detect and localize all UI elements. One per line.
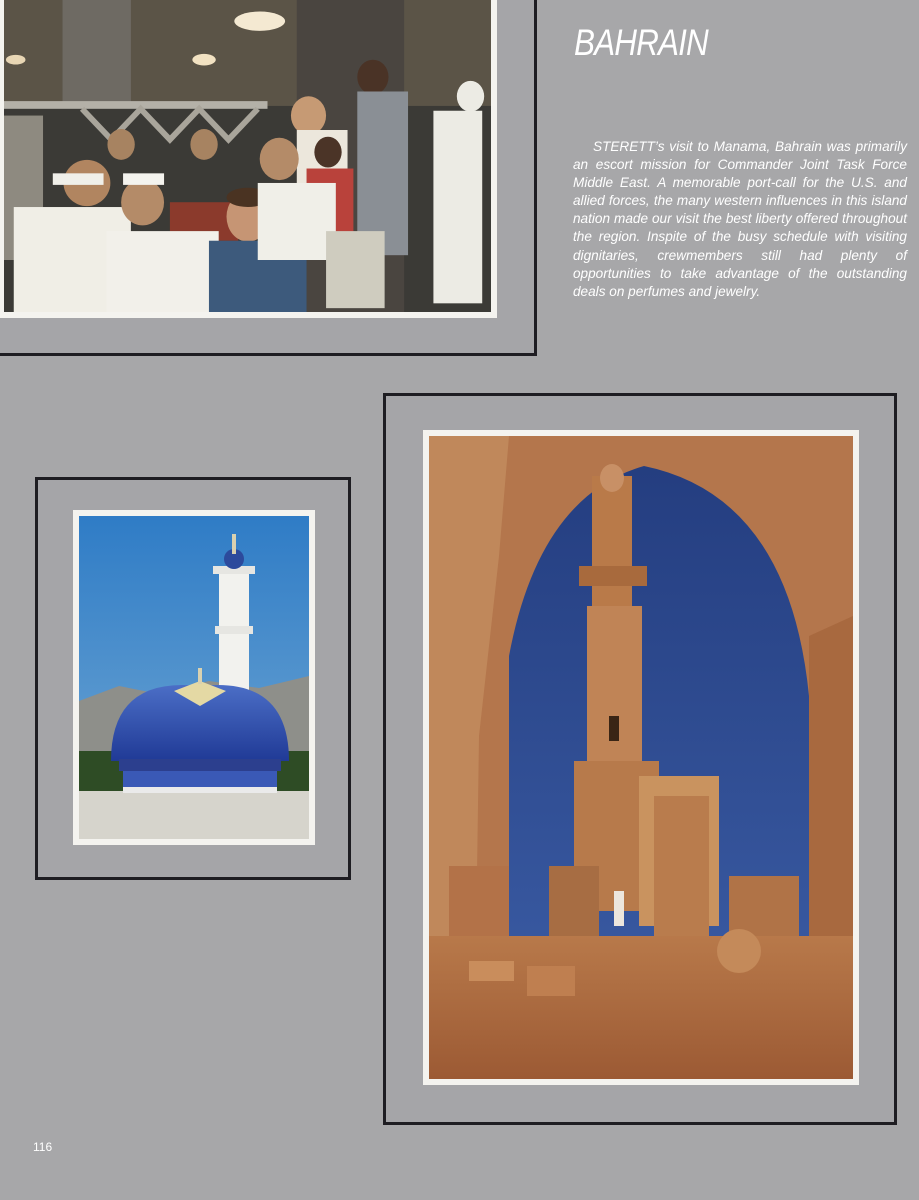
page-number: 116 (33, 1140, 53, 1154)
group-gathering-photo (0, 0, 497, 318)
page-title: BAHRAIN (574, 22, 708, 63)
ancient-minaret-arch-photo (423, 430, 859, 1085)
blue-dome-mosque-photo (73, 510, 315, 845)
article-body-text: STERETT’s visit to Manama, Bahrain was primarily an escort mission for Commander Joint Task Force Middle East. A memorable port-call for the U.S. and allied forces, the many western influences in this island nation made our visit the best liberty offered throughout the region. Inspite of the busy schedule with visiting dignitaries, crewmembers still had plenty of opportunities to take advantage of the outstanding deals on perfumes and jewelry. (573, 139, 907, 299)
